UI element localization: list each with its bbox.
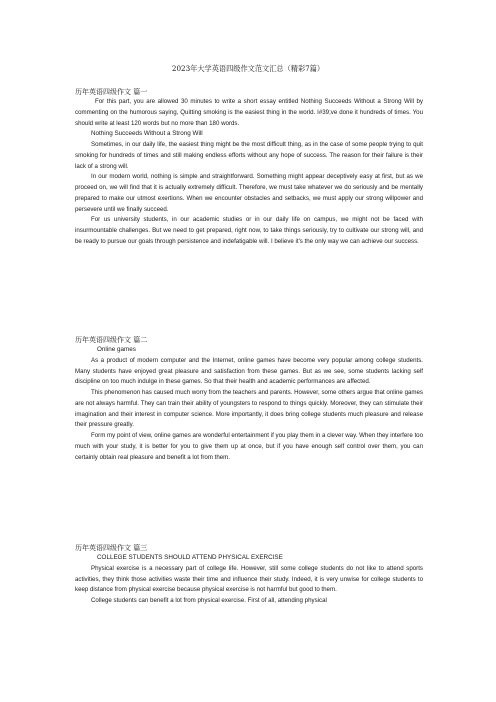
section-3-paragraph-2: College students can benefit a lot from physical exercise. First of all, attending physical bbox=[91, 597, 327, 605]
section-3 bbox=[75, 543, 423, 607]
section-1-essay-title: Nothing Succeeds Without a Strong Will bbox=[91, 130, 203, 138]
section-2-paragraph-1: As a product of modern computer and the Internet, online games have become very popular among college students. Many students have enjoyed great pleasure and satisfaction from these games. But as we see, some students lacking self discipline on too much indulge in these games. So that their health and academic performances are affected. bbox=[75, 356, 423, 386]
section-3-paragraph-1: Physical exercise is a necessary part of college life. However, still some college students do not like to attend sports activities, they think those activities waste their time and influence their study. Indeed, it is very unwise for college students to keep distance from physical exercise because physical exercise is not harmful but good to them. bbox=[75, 564, 423, 594]
section-1-paragraph-1: Sometimes, in our daily life, the easiest thing might be the most difficult thing, as in the case of some people trying to quit smoking for hundreds of times and still making endless efforts without any hope of success. The reason for their failure is their lack of a strong will. bbox=[75, 141, 423, 170]
document-title: 2023年大学英语四级作文范文汇总（精彩7篇） bbox=[171, 64, 325, 73]
section-1-heading: 历年英语四级作文 篇一 bbox=[75, 88, 148, 96]
section-3-heading: 历年英语四级作文 篇三 bbox=[75, 544, 148, 552]
section-3-essay-title: COLLEGE STUDENTS SHOULD ATTEND PHYSICAL EXERCISE bbox=[97, 554, 283, 561]
section-2-paragraph-2: This phenomenon has caused much worry from the teachers and parents. However, some others argue that online games are not always harmful. They can train their ability of youngsters to respond to things quickly. Moreover, they can stimulate their imagination and their interest in computer science. More importantly, it does bring college students much pleasure and release their pressure greatly. bbox=[75, 389, 423, 429]
section-2-paragraph-3: Form my point of view, online games are wonderful entertainment if you play them in a clever way. When they interfere too much with your study, it is better for you to give them up at once, but if you have enough self control over them, you can certainly obtain real pleasure and benefit a lot from them. bbox=[75, 432, 423, 461]
section-1-paragraph-3: For us university students, in our academic studies or in our daily life on campus, we might not be faced with insurmountable challenges. But we need to get prepared, right now, to take things seriously, try to cultivate our strong will, and be ready to pursue our goals through persistence and indefatigable will. I believe it's the only way we can achieve our success. bbox=[75, 216, 423, 245]
section-2 bbox=[75, 335, 423, 463]
section-2-heading: 历年英语四级作文 篇二 bbox=[75, 336, 148, 344]
section-1-paragraph-2: In our modern world, nothing is simple and straightforward. Something might appear deceptively easy at first, but as we proceed on, we will find that it is actually extremely difficult. Therefore, we must take whatever we do seriously and be mentally prepared to make our utmost exertions. When we encounter obstacles and setbacks, we must apply our strong willpower and persevere until we finally succeed. bbox=[75, 173, 423, 213]
section-1-prompt: For this part, you are allowed 30 minutes to write a short essay entitled Nothing Succeeds Without a Strong Will by commenting on the humorous saying, Quitting smoking is the easiest thing in the world. I#39;ve done it hundreds of times. You should write at least 120 words but no more than 180 words. bbox=[75, 98, 423, 127]
section-1 bbox=[75, 87, 423, 248]
section-2-essay-title: Online games bbox=[97, 346, 136, 353]
